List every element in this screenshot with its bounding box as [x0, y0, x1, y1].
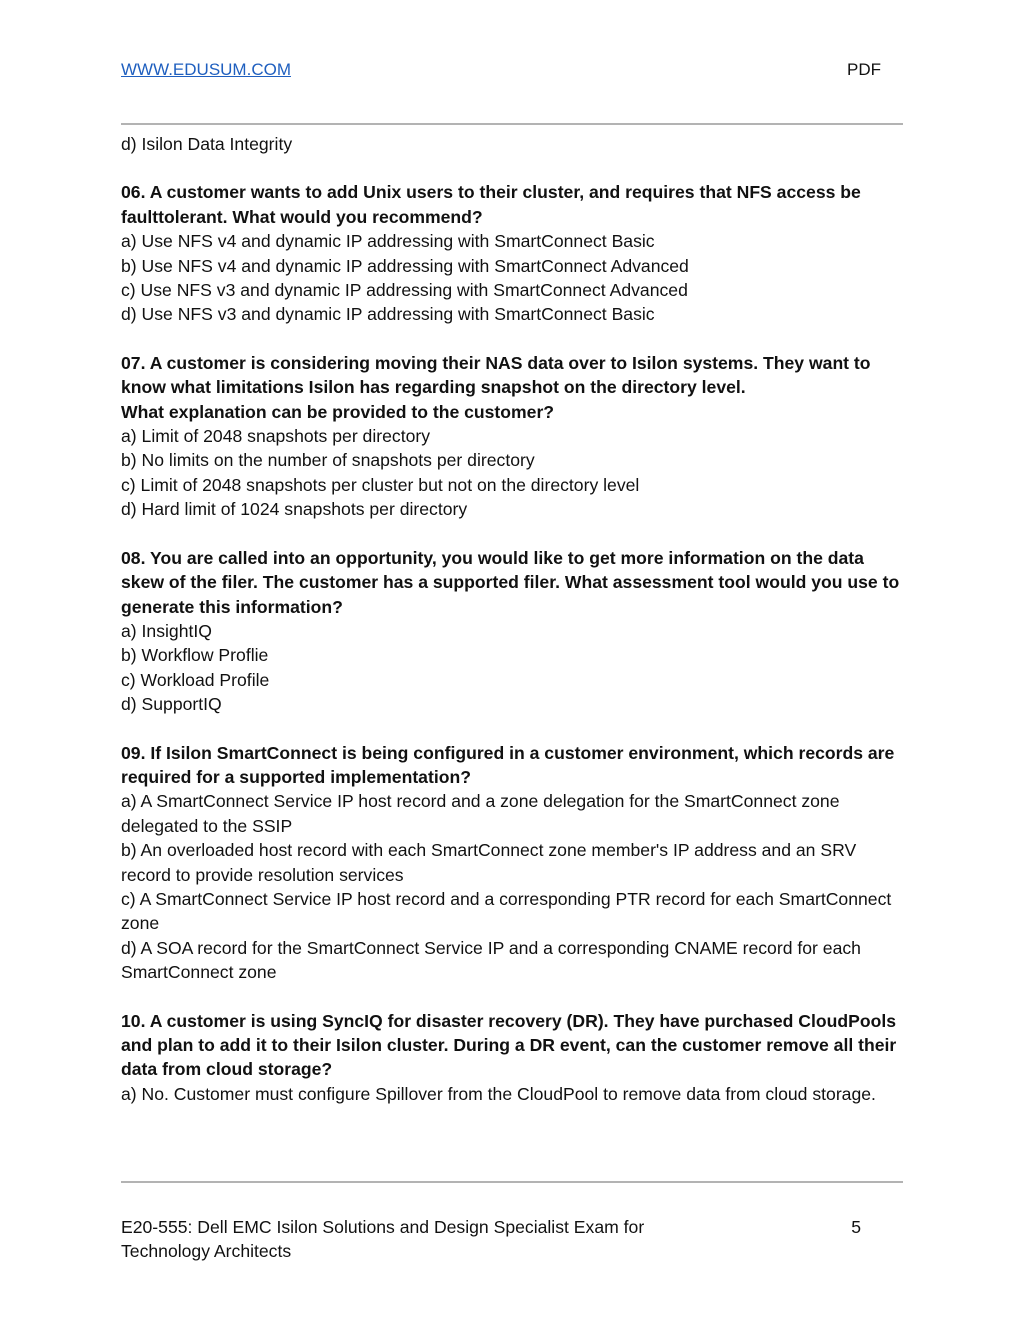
answer-option: b) An overloaded host record with each SmartConnect zone member's IP address and an SRV record to provide resolution services [121, 840, 857, 885]
question-text: 08. You are called into an opportunity, you would like to get more information on the data skew of the filer. The customer has a supported filer. What assessment tool would you use to generate this information? [121, 547, 900, 617]
answer-option: c) Limit of 2048 snapshots per cluster but not on the directory level [121, 474, 640, 495]
answer-option: c) Use NFS v3 and dynamic IP addressing with SmartConnect Advanced [121, 280, 688, 301]
answer-option: c) A SmartConnect Service IP host record and a corresponding PTR record for each SmartConnect zone [121, 888, 892, 934]
question-08 [121, 546, 906, 717]
question-text: 07. A customer is considering moving their NAS data over to Isilon systems. They want to know what limitations Isilon has regarding snapshot on the directory level. [121, 352, 871, 398]
answer-option: a) Use NFS v4 and dynamic IP addressing with SmartConnect Basic [121, 231, 655, 252]
answer-option: c) Workload Profile [121, 669, 270, 690]
question-text-continued: What explanation can be provided to the customer? [121, 401, 555, 422]
carryover-option: d) Isilon Data Integrity [121, 134, 293, 154]
question-10 [121, 1009, 906, 1107]
answer-option: d) SupportIQ [121, 694, 222, 715]
page-footer [121, 1215, 861, 1264]
page-content [121, 132, 906, 1106]
answer-option: d) A SOA record for the SmartConnect Service IP and a corresponding CNAME record for each SmartConnect zone [121, 937, 861, 983]
question-text: 10. A customer is using SyncIQ for disaster recovery (DR). They have purchased CloudPools and plan to add it to their Isilon cluster. During a DR event, can the customer remove all their data from cloud storage? [121, 1010, 897, 1080]
answer-option: a) InsightIQ [121, 620, 212, 641]
footer-divider [121, 1181, 903, 1183]
question-06 [121, 180, 906, 326]
header-divider [121, 123, 903, 125]
page-header [121, 58, 881, 84]
site-link[interactable]: WWW.EDUSUM.COM [121, 60, 291, 79]
question-text: 09. If Isilon SmartConnect is being configured in a customer environment, which records are required for a supported implementation? [121, 742, 895, 787]
question-07 [121, 351, 906, 522]
answer-option: d) Use NFS v3 and dynamic IP addressing with SmartConnect Basic [121, 304, 655, 325]
answer-option: a) Limit of 2048 snapshots per directory [121, 426, 431, 447]
answer-option: b) Workflow Proflie [121, 645, 269, 666]
answer-option: b) Use NFS v4 and dynamic IP addressing with SmartConnect Advanced [121, 255, 689, 276]
pdf-label: PDF [847, 60, 881, 79]
question-text: 06. A customer wants to add Unix users to their cluster, and requires that NFS access be faulttolerant. What would you recommend? [121, 182, 861, 227]
answer-option: a) A SmartConnect Service IP host record and a zone delegation for the SmartConnect zone delegated to the SSIP [121, 791, 840, 836]
answer-option: d) Hard limit of 1024 snapshots per directory [121, 499, 468, 520]
page-number: 5 [851, 1217, 861, 1237]
answer-option: a) No. Customer must configure Spillover from the CloudPool to remove data from cloud storage. [121, 1083, 876, 1104]
answer-option: b) No limits on the number of snapshots per directory [121, 450, 535, 471]
exam-title: E20-555: Dell EMC Isilon Solutions and Design Specialist Exam for Technology Architects [121, 1217, 645, 1262]
question-09 [121, 741, 906, 985]
